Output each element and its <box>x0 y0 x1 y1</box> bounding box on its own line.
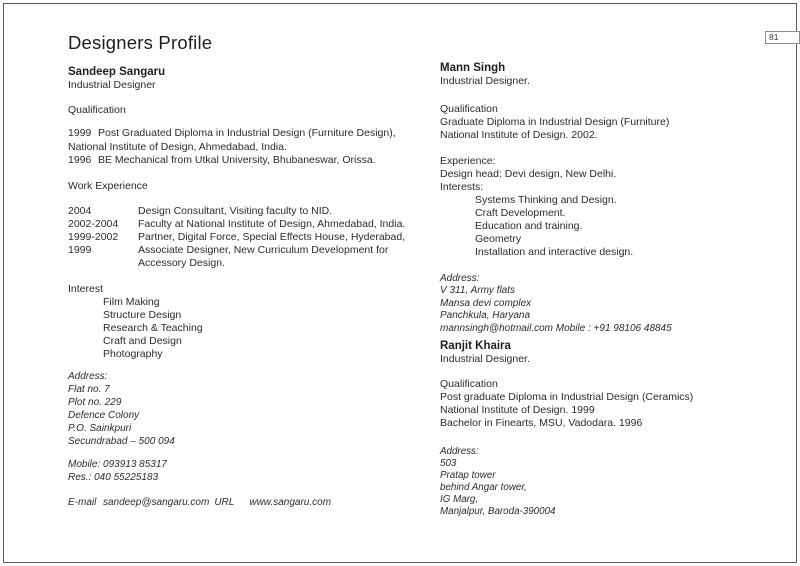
phone-block <box>68 458 420 484</box>
section-heading-experience: Experience: <box>440 155 496 167</box>
interest-item: Systems Thinking and Design. <box>475 194 617 206</box>
desc-cell: Accessory Design. <box>138 257 225 269</box>
work-row <box>68 231 420 244</box>
work-row <box>68 218 420 231</box>
address-line: Secundrabad – 500 094 <box>68 436 175 447</box>
desc-cell: BE Mechanical from Utkal University, Bhubaneswar, Orissa. <box>98 153 376 166</box>
interest-item: Structure Design <box>103 309 182 321</box>
address-line: Manjalpur, Baroda-390004 <box>440 506 556 518</box>
section-heading-qualification-ranjit: Qualification <box>440 378 498 391</box>
designer-role-ranjit: Industrial Designer. <box>440 353 530 366</box>
residence-line: Res.: 040 55225183 <box>68 472 159 483</box>
designer-name-mann: Mann Singh <box>440 62 506 74</box>
designer-role-sandeep: Industrial Designer <box>68 79 156 91</box>
address-heading: Address: <box>68 371 108 382</box>
address-line: Mansa devi complex <box>440 297 532 309</box>
interests-list-mann <box>440 194 775 259</box>
year-cell: 1999 <box>68 244 92 256</box>
desc-cell: Post Graduated Diploma in Industrial Design (Furniture Design), <box>98 127 396 139</box>
qualification-line: National Institute of Design. 1999 <box>440 404 595 417</box>
year-cell: 2002-2004 <box>68 218 119 230</box>
year-cell <box>68 257 138 270</box>
interest-item: Photography <box>103 348 163 360</box>
desc-cell: Associate Designer, New Curriculum Development for <box>138 244 389 256</box>
qualification-line: Bachelor in Finearts, MSU, Vadodara. 1996 <box>440 417 643 430</box>
mobile-line: Mobile: 093913 85317 <box>68 459 167 470</box>
email-label: E-mail <box>68 497 97 508</box>
qualification-continuation: National Institute of Design, Ahmedabad, India. <box>68 140 287 153</box>
desc-cell: Design Consultant, Visiting faculty to NID. <box>138 205 333 217</box>
designer-name-ranjit: Ranjit Khaira <box>440 340 511 353</box>
year-cell: 2004 <box>68 205 92 217</box>
address-block-sandeep <box>68 370 420 448</box>
interest-item: Craft Development. <box>475 207 566 219</box>
url-label: URL <box>214 497 235 508</box>
address-heading: Address: <box>440 273 480 284</box>
page-title: Designers Profile <box>68 32 213 53</box>
interest-item: Education and training. <box>475 220 583 232</box>
qualification-rows <box>68 127 420 167</box>
address-line: 503 <box>440 458 457 470</box>
interest-item: Research & Teaching <box>103 322 203 334</box>
url-value: www.sangaru.com <box>249 497 332 508</box>
page-number: 81 <box>765 31 800 44</box>
desc-cell: Faculty at National Institute of Design, Ahmedabad, India. <box>138 218 406 230</box>
address-heading: Address: <box>440 446 479 458</box>
qualification-row <box>68 127 420 141</box>
address-contact-line: mannsingh@hotmail.com Mobile : +91 98106 48845 <box>440 322 672 334</box>
qualification-line: Post graduate Diploma in Industrial Design (Ceramics) <box>440 391 694 404</box>
contact-line <box>68 496 420 509</box>
email-value: sandeep@sangaru.com <box>103 497 210 508</box>
address-line: V 311, Army flats <box>440 285 516 297</box>
interest-item: Geometry <box>475 233 522 245</box>
year-cell: 1999-2002 <box>68 231 119 243</box>
interest-list <box>68 296 420 361</box>
address-line: Flat no. 7 <box>68 384 110 395</box>
right-column <box>440 62 775 518</box>
interest-item: Craft and Design <box>103 335 182 347</box>
year-cell: 1999 <box>68 127 92 139</box>
address-line: Plot no. 229 <box>68 397 122 408</box>
section-heading-interest: Interest <box>68 283 104 295</box>
address-line: Defence Colony <box>68 410 140 421</box>
qualification-line: National Institute of Design. 2002. <box>440 129 598 141</box>
left-column <box>68 33 420 509</box>
work-row <box>68 257 420 270</box>
interest-item: Installation and interactive design. <box>475 246 634 258</box>
experience-line: Design head: Devi design, New Delhi. <box>440 168 617 180</box>
desc-cell: Partner, Digital Force, Special Effects House, Hyderabad, <box>138 231 406 243</box>
designer-role-mann: Industrial Designer. <box>440 75 530 87</box>
qualification-row <box>68 154 420 168</box>
qualification-line: Graduate Diploma in Industrial Design (Furniture) <box>440 116 670 128</box>
address-line: Pratap tower <box>440 470 496 482</box>
address-block-ranjit <box>440 446 775 518</box>
section-heading-qualification-mann: Qualification <box>440 103 498 115</box>
address-line: behind Angar tower, <box>440 482 527 494</box>
work-row <box>68 205 420 218</box>
designer-name-sandeep: Sandeep Sangaru <box>68 66 166 78</box>
section-heading-work-experience: Work Experience <box>68 180 148 192</box>
address-line: P.O. Sainkpuri <box>68 423 132 434</box>
address-line: IG Marg, <box>440 494 479 506</box>
work-row <box>68 244 420 257</box>
interest-item: Film Making <box>103 296 160 308</box>
year-cell: 1996 <box>68 153 92 166</box>
address-line: Panchkula, Haryana <box>440 310 531 322</box>
section-heading-qualification: Qualification <box>68 104 126 116</box>
work-experience-rows <box>68 205 420 270</box>
address-block-mann <box>440 273 775 335</box>
section-heading-interests: Interests: <box>440 181 484 193</box>
